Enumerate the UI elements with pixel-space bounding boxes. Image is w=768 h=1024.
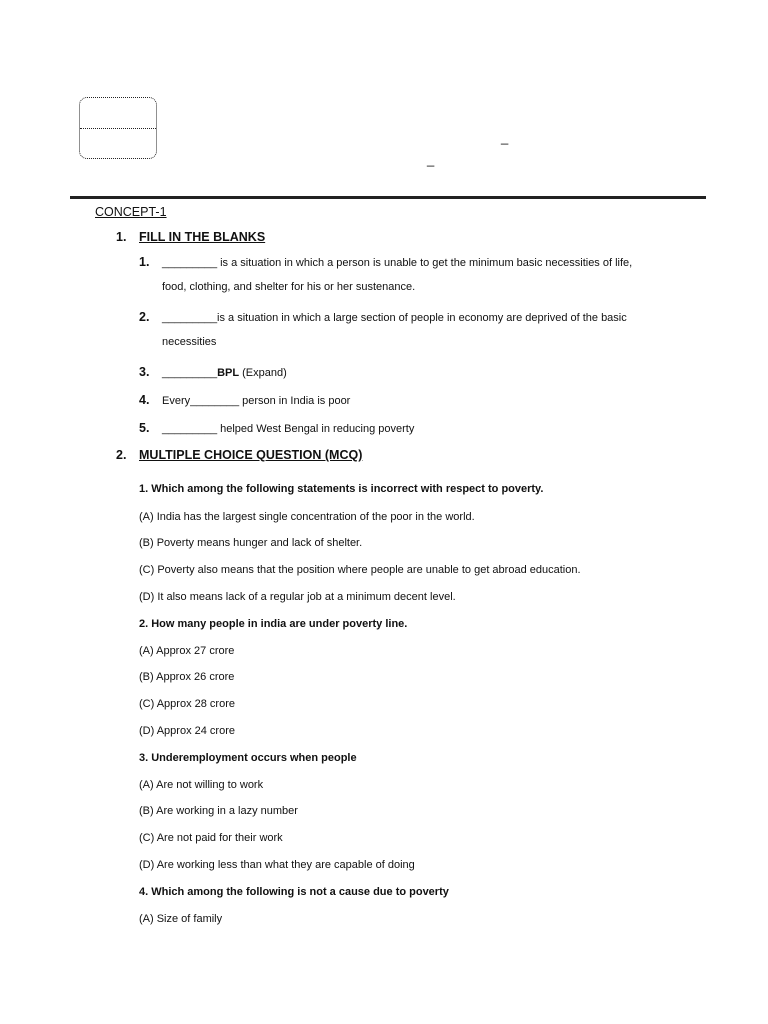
concept-title: CONCEPT-1 [95, 205, 167, 219]
section1-title: FILL IN THE BLANKS [139, 230, 266, 244]
mcq-q1-option-a: (A) India has the largest single concentration of the poor in the world. [139, 511, 475, 523]
mcq-q2-option-c: (C) Approx 28 crore [139, 698, 235, 710]
mcq-q3-option-b: (B) Are working in a lazy number [139, 805, 298, 817]
mcq-question-3: 3. Underemployment occurs when people [139, 752, 357, 764]
fib-item-3-number: 3. [139, 365, 150, 379]
mcq-q3-option-d: (D) Are working less than what they are capable of doing [139, 859, 415, 871]
mcq-q1-option-c: (C) Poverty also means that the position where people are unable to get abroad education. [139, 564, 581, 576]
roll-box-divider [80, 128, 156, 129]
fib-item-5-line1: _________ helped West Bengal in reducing poverty [162, 423, 415, 435]
mcq-q1-option-d: (D) It also means lack of a regular job at a minimum decent level. [139, 591, 456, 603]
fib-item-3-text [162, 366, 287, 380]
header-dash-2: _ [427, 152, 435, 167]
section2-number: 2. [116, 448, 127, 462]
fib-item-2-number: 2. [139, 310, 150, 324]
mcq-q3-option-a: (A) Are not willing to work [139, 779, 264, 791]
mcq-question-4: 4. Which among the following is not a cause due to poverty [139, 886, 449, 898]
fib-item-5-number: 5. [139, 421, 150, 435]
fib-item-1-number: 1. [139, 255, 150, 269]
fib-item-3-blank: _________ [162, 367, 218, 379]
mcq-q2-option-b: (B) Approx 26 crore [139, 671, 235, 683]
fib-item-4-line1: Every________ person in India is poor [162, 395, 351, 407]
mcq-question-2: 2. How many people in india are under poverty line. [139, 618, 408, 630]
fib-item-1-line1: _________ is a situation in which a person is unable to get the minimum basic necessities of life, [162, 257, 633, 269]
section2-title: MULTIPLE CHOICE QUESTION (MCQ) [139, 448, 363, 462]
fib-item-3-rest: (Expand) [239, 367, 287, 379]
roll-number-box [79, 97, 157, 159]
mcq-q4-option-a: (A) Size of family [139, 913, 223, 925]
mcq-q2-option-a: (A) Approx 27 crore [139, 645, 235, 657]
header-dash-1: _ [501, 130, 509, 145]
mcq-q3-option-c: (C) Are not paid for their work [139, 832, 283, 844]
header-rule [70, 196, 706, 199]
fib-item-2-line1: _________is a situation in which a large section of people in economy are deprived of the basic [162, 312, 627, 324]
fib-item-2-line2: necessities [162, 336, 217, 348]
fib-item-3-bpl: BPL [217, 367, 240, 379]
mcq-q2-option-d: (D) Approx 24 crore [139, 725, 235, 737]
fib-item-4-number: 4. [139, 393, 150, 407]
mcq-q1-option-b: (B) Poverty means hunger and lack of shelter. [139, 537, 363, 549]
mcq-question-1: 1. Which among the following statements is incorrect with respect to poverty. [139, 483, 544, 495]
section1-number: 1. [116, 230, 127, 244]
fib-item-1-line2: food, clothing, and shelter for his or her sustenance. [162, 281, 416, 293]
